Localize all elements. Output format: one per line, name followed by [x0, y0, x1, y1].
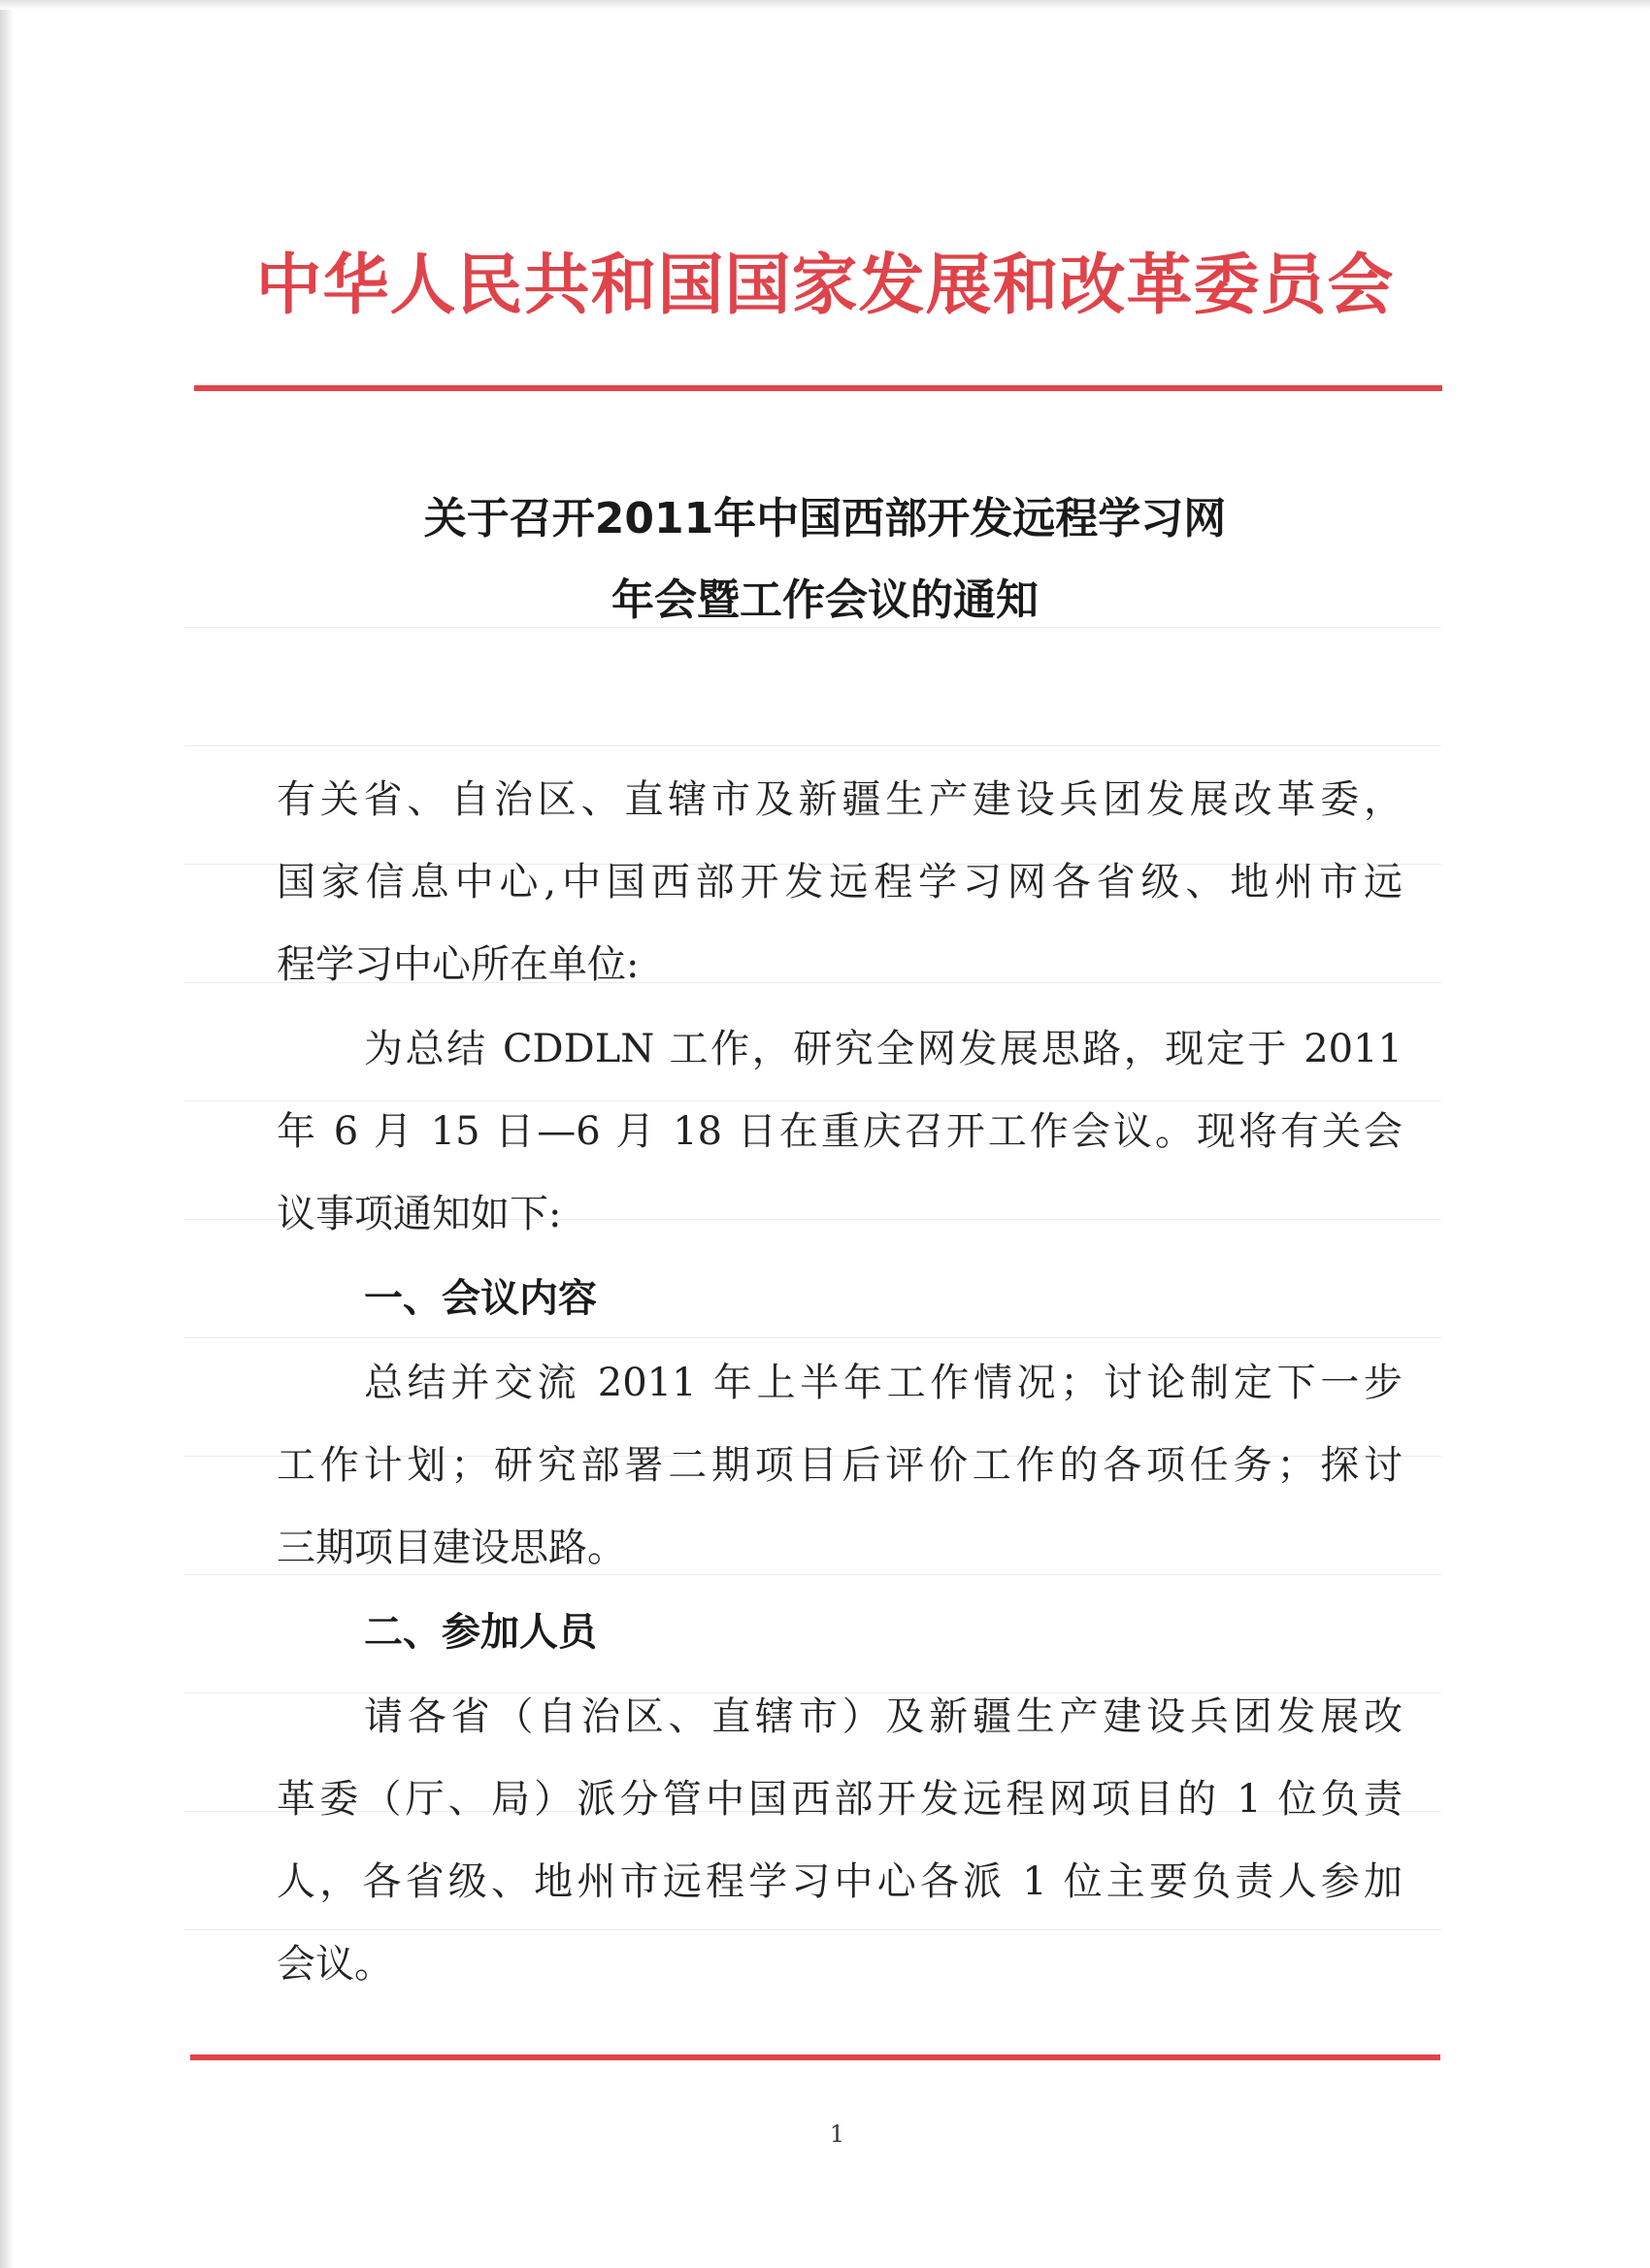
- scan-top-shadow: [0, 0, 1650, 10]
- section1-paragraph-line: 工作计划；研究部署二期项目后评价工作的各项任务；探讨: [277, 1443, 1402, 1488]
- intro-paragraph-line: 议事项通知如下:: [277, 1192, 562, 1236]
- section2-paragraph-line: 会议。: [277, 1942, 393, 1987]
- header-red-rule: [194, 385, 1442, 391]
- addressee-line: 程学习中心所在单位:: [277, 942, 640, 987]
- section2-paragraph-line: 革委（厅、局）派分管中国西部开发远程网项目的 1 位负责: [277, 1777, 1402, 1822]
- intro-paragraph-line: 为总结 CDDLN 工作，研究全网发展思路，现定于 2011: [364, 1027, 1402, 1071]
- page-number: 1: [829, 2120, 845, 2148]
- notice-title-line-2: 年会暨工作会议的通知: [611, 575, 1039, 625]
- section1-paragraph-line: 总结并交流 2011 年上半年工作情况；讨论制定下一步: [364, 1361, 1402, 1405]
- intro-paragraph-line: 年 6 月 15 日—6 月 18 日在重庆召开工作会议。现将有关会: [277, 1109, 1402, 1154]
- issuing-organization-header: 中华人民共和国国家发展和改革委员会: [255, 247, 1395, 324]
- paper-guide-line: [184, 627, 1441, 628]
- footer-red-rule: [190, 2054, 1440, 2060]
- notice-title-line-1: 关于召开2011年中国西部开发远程学习网: [423, 494, 1227, 543]
- section1-paragraph-line: 三期项目建设思路。: [277, 1526, 626, 1570]
- paper-guide-line: [184, 745, 1441, 746]
- paper-guide-line: [184, 1337, 1441, 1338]
- addressee-line: 有关省、自治区、直辖市及新疆生产建设兵团发展改革委，: [277, 777, 1402, 822]
- addressee-line: 国家信息中心,中国西部开发远程学习网各省级、地州市远: [277, 860, 1402, 904]
- section-heading-participants: 二、参加人员: [364, 1610, 597, 1655]
- section2-paragraph-line: 请各省（自治区、直辖市）及新疆生产建设兵团发展改: [364, 1694, 1402, 1739]
- section-heading-meeting-content: 一、会议内容: [364, 1276, 597, 1321]
- paper-guide-line: [184, 1929, 1441, 1930]
- section2-paragraph-line: 人，各省级、地州市远程学习中心各派 1 位主要负责人参加: [277, 1859, 1402, 1904]
- scan-edge-shadow: [0, 0, 14, 2268]
